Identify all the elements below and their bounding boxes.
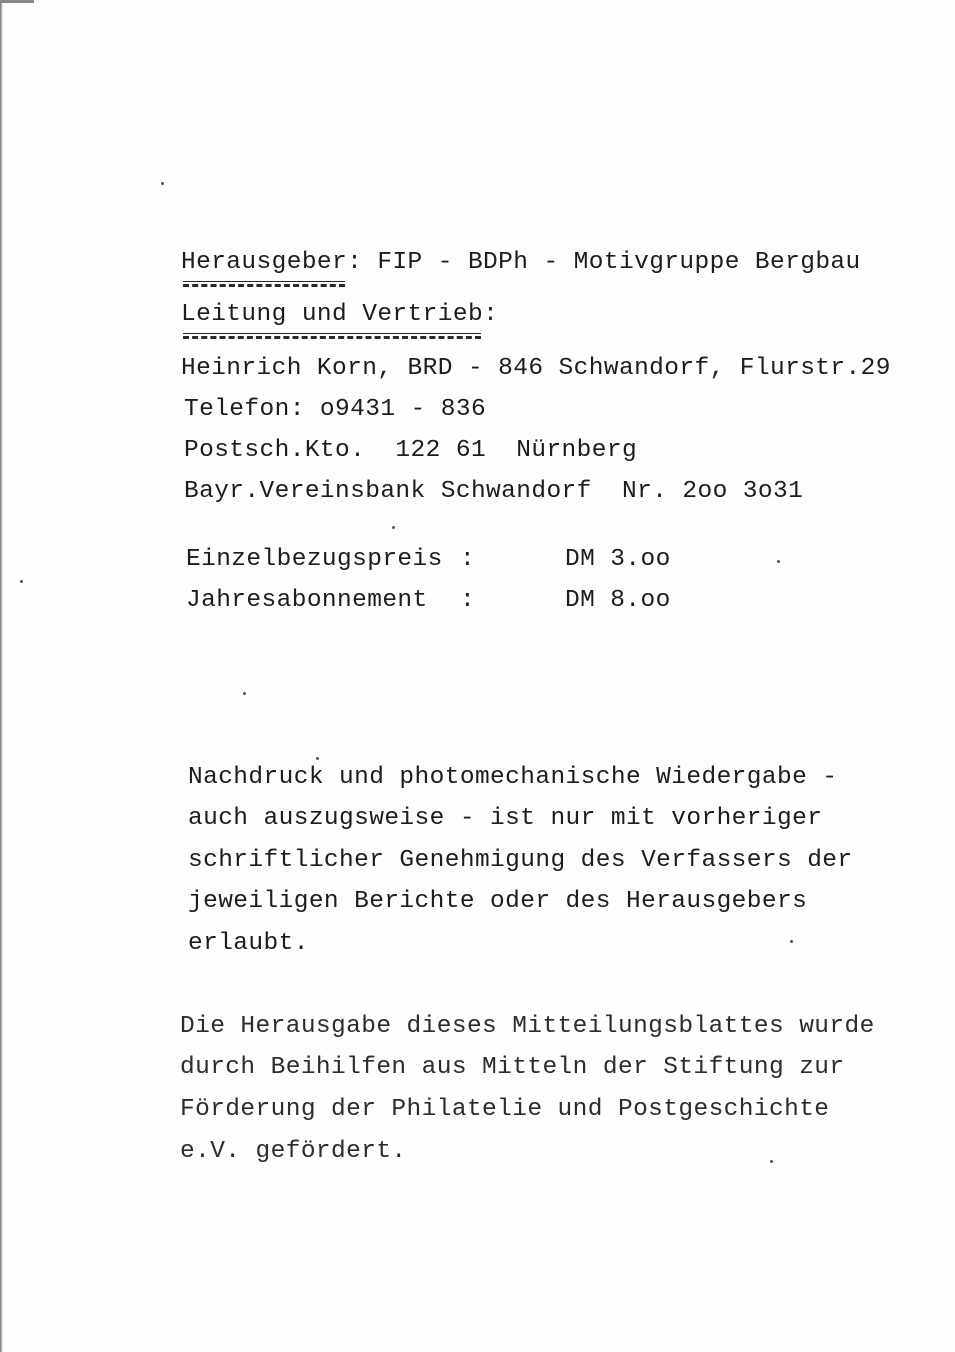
- scan-corner-mark: [0, 0, 34, 3]
- copyright-line-4: jeweiligen Berichte oder des Herausgebers: [188, 888, 808, 915]
- single-price-value: DM 3.oo: [565, 546, 671, 573]
- copyright-line-3: schriftlicher Genehmigung des Verfassers der: [188, 847, 853, 874]
- scan-speck: [777, 560, 780, 563]
- copyright-line-2: auch auszugsweise - ist nur mit vorheriger: [188, 805, 823, 832]
- annual-price-label: Jahresabonnement: [186, 587, 428, 614]
- funding-line-3: Förderung der Philatelie und Postgeschichte: [180, 1096, 830, 1123]
- management-line: [181, 300, 498, 330]
- postal-account-line: Postsch.Kto. 122 61 Nürnberg: [184, 437, 638, 464]
- single-price-colon: :: [460, 546, 476, 573]
- scan-speck: [316, 757, 319, 760]
- scan-speck: [161, 182, 164, 185]
- publisher-value: : FIP - BDPh - Motivgruppe Bergbau: [347, 249, 861, 276]
- publisher-line: [181, 248, 861, 278]
- address-line: Heinrich Korn, BRD - 846 Schwandorf, Flurstr.29: [181, 355, 891, 382]
- funding-line-1: Die Herausgabe dieses Mitteilungsblattes wurde: [180, 1013, 875, 1040]
- scan-speck: [243, 692, 246, 695]
- scan-speck: [770, 1160, 773, 1163]
- management-colon: :: [483, 301, 499, 328]
- management-label: Leitung und Vertrieb: [181, 301, 484, 328]
- scan-speck: [392, 526, 395, 529]
- phone-line: Telefon: o9431 - 836: [184, 396, 487, 423]
- copyright-line-5: erlaubt.: [188, 930, 309, 957]
- scan-speck: [20, 580, 23, 583]
- annual-price-value: DM 8.oo: [565, 587, 671, 614]
- copyright-line-1: Nachdruck und photomechanische Wiedergabe -: [188, 764, 838, 791]
- scan-edge-shadow: [0, 0, 3, 1352]
- annual-price-colon: :: [460, 587, 476, 614]
- funding-line-4: e.V. gefördert.: [180, 1138, 407, 1165]
- bank-line: Bayr.Vereinsbank Schwandorf Nr. 2oo 3o31: [184, 478, 804, 505]
- publisher-label: Herausgeber: [181, 249, 348, 276]
- single-price-label: Einzelbezugspreis: [186, 546, 443, 573]
- funding-line-2: durch Beihilfen aus Mitteln der Stiftung zur: [180, 1054, 845, 1081]
- scan-speck: [790, 940, 793, 943]
